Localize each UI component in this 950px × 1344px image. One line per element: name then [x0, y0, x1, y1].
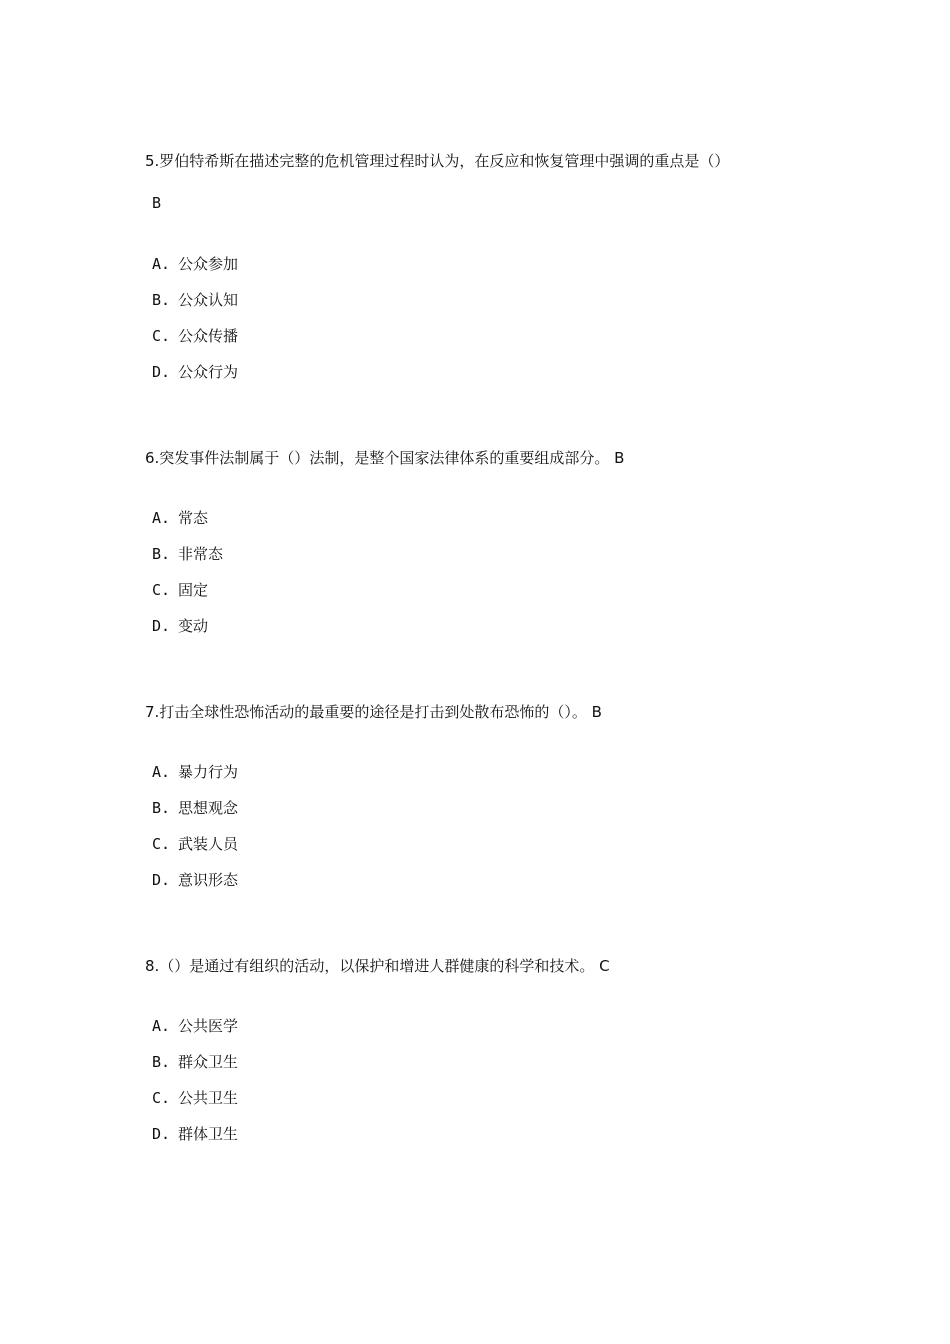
option-letter: A. — [152, 255, 171, 273]
question-5-answer: B — [152, 194, 162, 212]
option-text: 意识形态 — [178, 871, 239, 889]
question-6-option-d — [152, 616, 208, 636]
option-text: 公众参加 — [178, 255, 239, 273]
question-7-option-c — [152, 834, 238, 854]
option-letter: B. — [152, 291, 171, 309]
option-letter: B. — [152, 545, 171, 563]
option-letter: C. — [152, 581, 171, 599]
option-letter: C. — [152, 1089, 171, 1107]
question-5-text: 5.罗伯特希斯在描述完整的危机管理过程时认为，在反应和恢复管理中强调的重点是（） — [145, 152, 730, 170]
question-8-option-c — [152, 1088, 238, 1108]
option-letter: B. — [152, 799, 171, 817]
option-text: 常态 — [178, 509, 209, 527]
option-letter: B. — [152, 1053, 171, 1071]
option-letter: C. — [152, 327, 171, 345]
option-text: 暴力行为 — [178, 763, 239, 781]
option-text: 公众认知 — [178, 291, 239, 309]
question-8-option-b — [152, 1052, 238, 1072]
question-8-option-d — [152, 1124, 238, 1144]
option-text: 公众传播 — [178, 327, 239, 345]
option-text: 公众行为 — [178, 363, 239, 381]
option-text: 公共医学 — [178, 1017, 239, 1035]
question-8-text: 8.（）是通过有组织的活动，以保护和增进人群健康的科学和技术。 C — [145, 957, 610, 975]
question-6-option-a — [152, 508, 208, 528]
question-5-option-c — [152, 326, 238, 346]
question-5-option-a — [152, 254, 238, 274]
option-letter: D. — [152, 871, 171, 889]
option-letter: A. — [152, 1017, 171, 1035]
question-6-option-b — [152, 544, 223, 564]
question-5-option-b — [152, 290, 238, 310]
option-text: 群体卫生 — [178, 1125, 239, 1143]
option-letter: D. — [152, 1125, 171, 1143]
option-text: 思想观念 — [178, 799, 239, 817]
question-7-option-d — [152, 870, 238, 890]
option-letter: D. — [152, 363, 171, 381]
option-text: 变动 — [178, 617, 209, 635]
question-7-option-b — [152, 798, 238, 818]
question-5-option-d — [152, 362, 238, 382]
question-6-option-c — [152, 580, 208, 600]
option-letter: D. — [152, 617, 171, 635]
option-letter: C. — [152, 835, 171, 853]
option-text: 公共卫生 — [178, 1089, 239, 1107]
option-text: 武装人员 — [178, 835, 239, 853]
question-6-text: 6.突发事件法制属于（）法制，是整个国家法律体系的重要组成部分。 B — [145, 449, 625, 467]
option-text: 非常态 — [178, 545, 224, 563]
question-8-option-a — [152, 1016, 238, 1036]
question-7-option-a — [152, 762, 238, 782]
question-7-text: 7.打击全球性恐怖活动的最重要的途径是打击到处散布恐怖的（）。 B — [145, 703, 602, 721]
option-text: 群众卫生 — [178, 1053, 239, 1071]
option-text: 固定 — [178, 581, 209, 599]
option-letter: A. — [152, 763, 171, 781]
option-letter: A. — [152, 509, 171, 527]
